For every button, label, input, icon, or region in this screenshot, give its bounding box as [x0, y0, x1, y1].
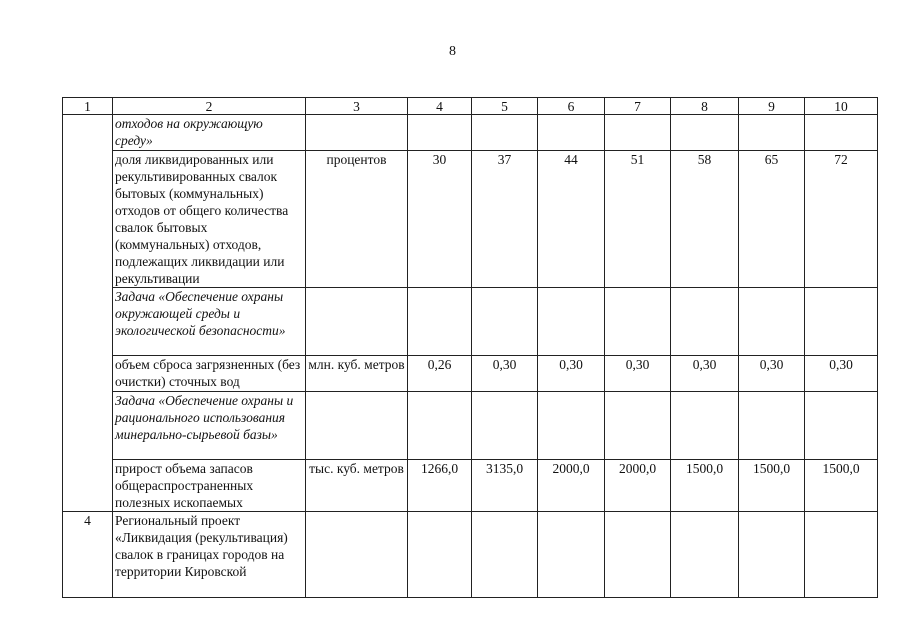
indicator-name-cell: доля ликвидированных или рекультивированных свалок бытовых (коммунальных) отходов от общего количества свалок бытовых (коммунальных) отходов, подлежащих ликвидации или рекультивации	[113, 151, 306, 288]
unit-cell	[306, 288, 408, 356]
value-cell	[671, 288, 739, 356]
unit-cell	[306, 392, 408, 460]
value-cell	[671, 512, 739, 598]
value-cell	[805, 115, 878, 151]
unit-cell: процентов	[306, 151, 408, 288]
header-cell: 4	[408, 98, 472, 115]
table-row	[63, 288, 878, 356]
value-cell	[538, 288, 605, 356]
value-cell	[605, 392, 671, 460]
value-cell	[605, 512, 671, 598]
value-cell: 51	[605, 151, 671, 288]
value-cell	[472, 115, 538, 151]
value-cell	[472, 392, 538, 460]
value-cell	[408, 288, 472, 356]
value-cell: 58	[671, 151, 739, 288]
value-cell: 0,30	[805, 356, 878, 392]
task-cell: Задача «Обеспечение охраны и рационального использования минерально-сырьевой базы»	[113, 392, 306, 460]
unit-cell	[306, 512, 408, 598]
row-number-cell: 4	[63, 512, 113, 598]
value-cell: 0,30	[472, 356, 538, 392]
row-number-cell	[63, 115, 113, 512]
value-cell: 37	[472, 151, 538, 288]
header-cell: 2	[113, 98, 306, 115]
value-cell: 0,30	[605, 356, 671, 392]
header-cell: 1	[63, 98, 113, 115]
value-cell: 1266,0	[408, 460, 472, 512]
unit-cell: тыс. куб. метров	[306, 460, 408, 512]
table-row	[63, 392, 878, 460]
value-cell	[472, 288, 538, 356]
value-cell	[739, 392, 805, 460]
value-cell	[605, 288, 671, 356]
value-cell: 1500,0	[739, 460, 805, 512]
header-cell: 3	[306, 98, 408, 115]
value-cell: 1500,0	[805, 460, 878, 512]
task-cell: отходов на окружающую среду»	[113, 115, 306, 151]
table-row	[63, 512, 878, 598]
value-cell: 72	[805, 151, 878, 288]
value-cell: 3135,0	[472, 460, 538, 512]
header-cell: 7	[605, 98, 671, 115]
unit-cell	[306, 115, 408, 151]
value-cell	[408, 115, 472, 151]
page-number: 8	[449, 44, 456, 59]
value-cell	[671, 392, 739, 460]
value-cell: 2000,0	[538, 460, 605, 512]
indicator-table	[62, 97, 878, 598]
value-cell	[538, 392, 605, 460]
value-cell	[805, 288, 878, 356]
value-cell	[671, 115, 739, 151]
value-cell: 30	[408, 151, 472, 288]
value-cell	[408, 512, 472, 598]
table-row	[63, 460, 878, 512]
table-row	[63, 356, 878, 392]
value-cell	[805, 512, 878, 598]
value-cell: 65	[739, 151, 805, 288]
table-row	[63, 115, 878, 151]
header-cell: 10	[805, 98, 878, 115]
value-cell	[538, 512, 605, 598]
table-row	[63, 151, 878, 288]
value-cell: 0,26	[408, 356, 472, 392]
value-cell	[739, 288, 805, 356]
value-cell: 1500,0	[671, 460, 739, 512]
value-cell	[538, 115, 605, 151]
value-cell: 0,30	[739, 356, 805, 392]
header-cell: 5	[472, 98, 538, 115]
header-cell: 9	[739, 98, 805, 115]
project-name-cell: Региональный проект «Ликвидация (рекультивация) свалок в границах городов на территории Кировской	[113, 512, 306, 598]
header-cell: 6	[538, 98, 605, 115]
value-cell	[408, 392, 472, 460]
indicator-name-cell: объем сброса загрязненных (без очистки) сточных вод	[113, 356, 306, 392]
value-cell	[605, 115, 671, 151]
value-cell: 0,30	[671, 356, 739, 392]
value-cell: 44	[538, 151, 605, 288]
indicator-name-cell: прирост объема запасов общераспространенных полезных ископаемых	[113, 460, 306, 512]
task-cell: Задача «Обеспечение охраны окружающей среды и экологической безопасности»	[113, 288, 306, 356]
value-cell	[805, 392, 878, 460]
value-cell: 2000,0	[605, 460, 671, 512]
value-cell	[739, 512, 805, 598]
value-cell	[472, 512, 538, 598]
value-cell	[739, 115, 805, 151]
unit-cell: млн. куб. метров	[306, 356, 408, 392]
header-cell: 8	[671, 98, 739, 115]
value-cell: 0,30	[538, 356, 605, 392]
table-header-row	[63, 98, 878, 115]
